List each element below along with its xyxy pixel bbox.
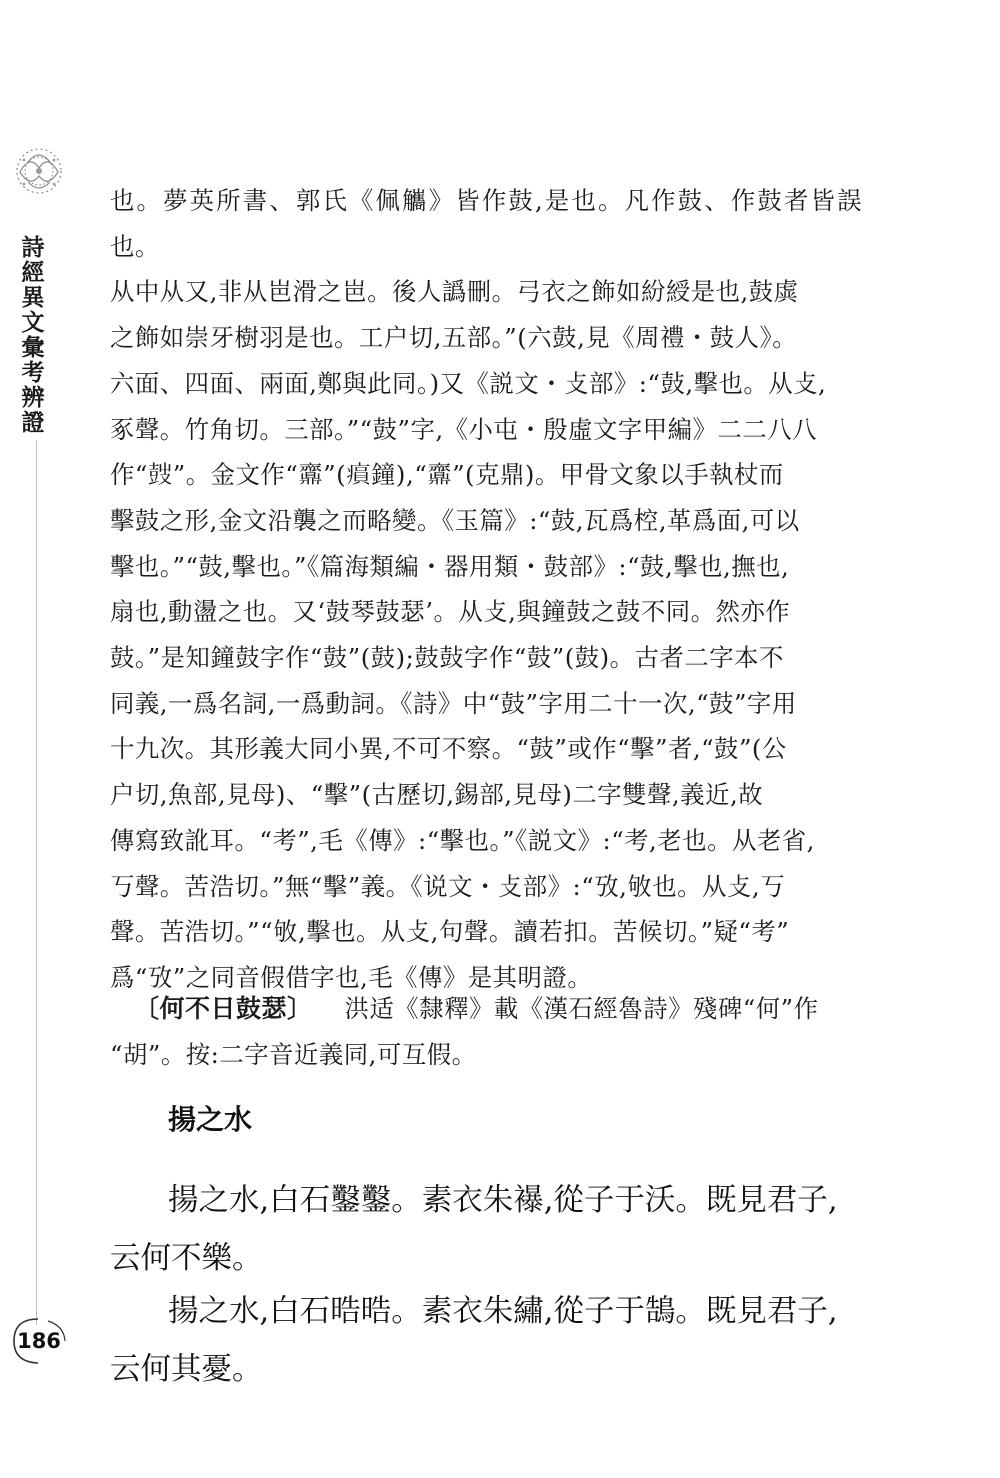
running-title: 詩經異文彙考辨證 — [21, 235, 45, 436]
floral-ornament-icon — [10, 142, 68, 200]
commentary-line: 擊鼓之形,金文沿襲之而略變。《玉篇》:“鼓,瓦爲椌,革爲面,可以 — [110, 505, 800, 535]
commentary-line: 爲“攷”之同音假借字也,毛《傳》是其明證。 — [110, 962, 593, 992]
commentary-line: 也。夢英所書、郭氏《佩觿》皆作鼓,是也。凡作鼓、作鼓者皆誤也。 — [110, 186, 862, 261]
commentary-line: 十九次。其形義大同小異,不可不察。“鼓”或作“擊”者,“鼓”(公 — [110, 734, 787, 764]
commentary-line: 同義,一爲名詞,一爲動詞。《詩》中“鼓”字用二十一次,“鼓”字用 — [110, 688, 797, 718]
commentary-line: 擊也。”“鼓,擊也。”《篇海類編・器用類・鼓部》:“鼓,擊也,撫也, — [110, 551, 790, 581]
commentary-line: 鼓。”是知鐘鼓字作“鼓”(鼓);鼓鼔字作“鼓”(鼓)。古者二字本不 — [110, 643, 784, 673]
stanza-line: 揚之水,白石鑿鑿。素衣朱襮,從子于沃。既見君子, — [168, 1183, 838, 1218]
poem-stanza — [110, 1283, 866, 1399]
poem-stanza — [110, 1172, 866, 1288]
commentary-text — [110, 178, 862, 1001]
note-term: 〔何不日鼓瑟〕 — [134, 994, 313, 1023]
commentary-line: 扇也,動盪之也。又‘鼓琴鼓瑟’。从攴,與鐘鼓之鼓不同。然亦作 — [110, 597, 791, 627]
commentary-line: 从中从又,非从岜滑之岜。後人譌刪。弓衣之飾如紛綬是也,鼓虡 — [110, 277, 799, 307]
stanza-line: 云何其憂。 — [110, 1352, 263, 1387]
commentary-line: 丂聲。苦浩切。”無“擊”義。《说文・攴部》:“攷,敂也。从攴,丂 — [110, 871, 785, 901]
commentary-line: 户切,魚部,見母)、“擊”(古歷切,錫部,見母)二字雙聲,義近,故 — [110, 780, 764, 810]
note-text: “胡”。按:二字音近義同,可互假。 — [110, 1039, 477, 1069]
commentary-line: 傳寫致訛耳。“考”,毛《傳》:“擊也。”《説文》:“考,老也。从老省, — [110, 825, 815, 855]
margin-rule — [36, 440, 37, 1325]
stanza-line: 云何不樂。 — [110, 1241, 263, 1276]
poem-title: 揚之水 — [168, 1103, 253, 1136]
note-text: 洪适《隸釋》載《漢石經魯詩》殘碑“何”作 — [344, 994, 819, 1023]
commentary-line: 聲。苦浩切。”“敂,擊也。从攴,句聲。讀若扣。苦候切。”疑“考” — [110, 917, 790, 947]
note-first-line — [110, 986, 862, 1032]
stanza-line: 揚之水,白石晧晧。素衣朱繡,從子于鵠。既見君子, — [168, 1294, 838, 1329]
page-number: 186 — [17, 1329, 61, 1353]
commentary-line: 之飾如崇牙樹羽是也。工户切,五部。”(六鼓,見《周禮・鼓人》。 — [110, 323, 798, 353]
annotation-note — [110, 986, 862, 1077]
commentary-line: 豖聲。竹角切。三部。”“鼓”字,《小屯・殷虛文字甲編》二二八八 — [110, 414, 818, 444]
commentary-line: 作“𡔷”。金文作“𪔉”(𤸫鐘),“𪔉”(克鼎)。甲骨文象以手執杖而 — [110, 460, 784, 490]
commentary-line: 六面、四面、兩面,鄭與此同。)又《説文・攴部》:“鼔,擊也。从攴, — [110, 368, 827, 398]
